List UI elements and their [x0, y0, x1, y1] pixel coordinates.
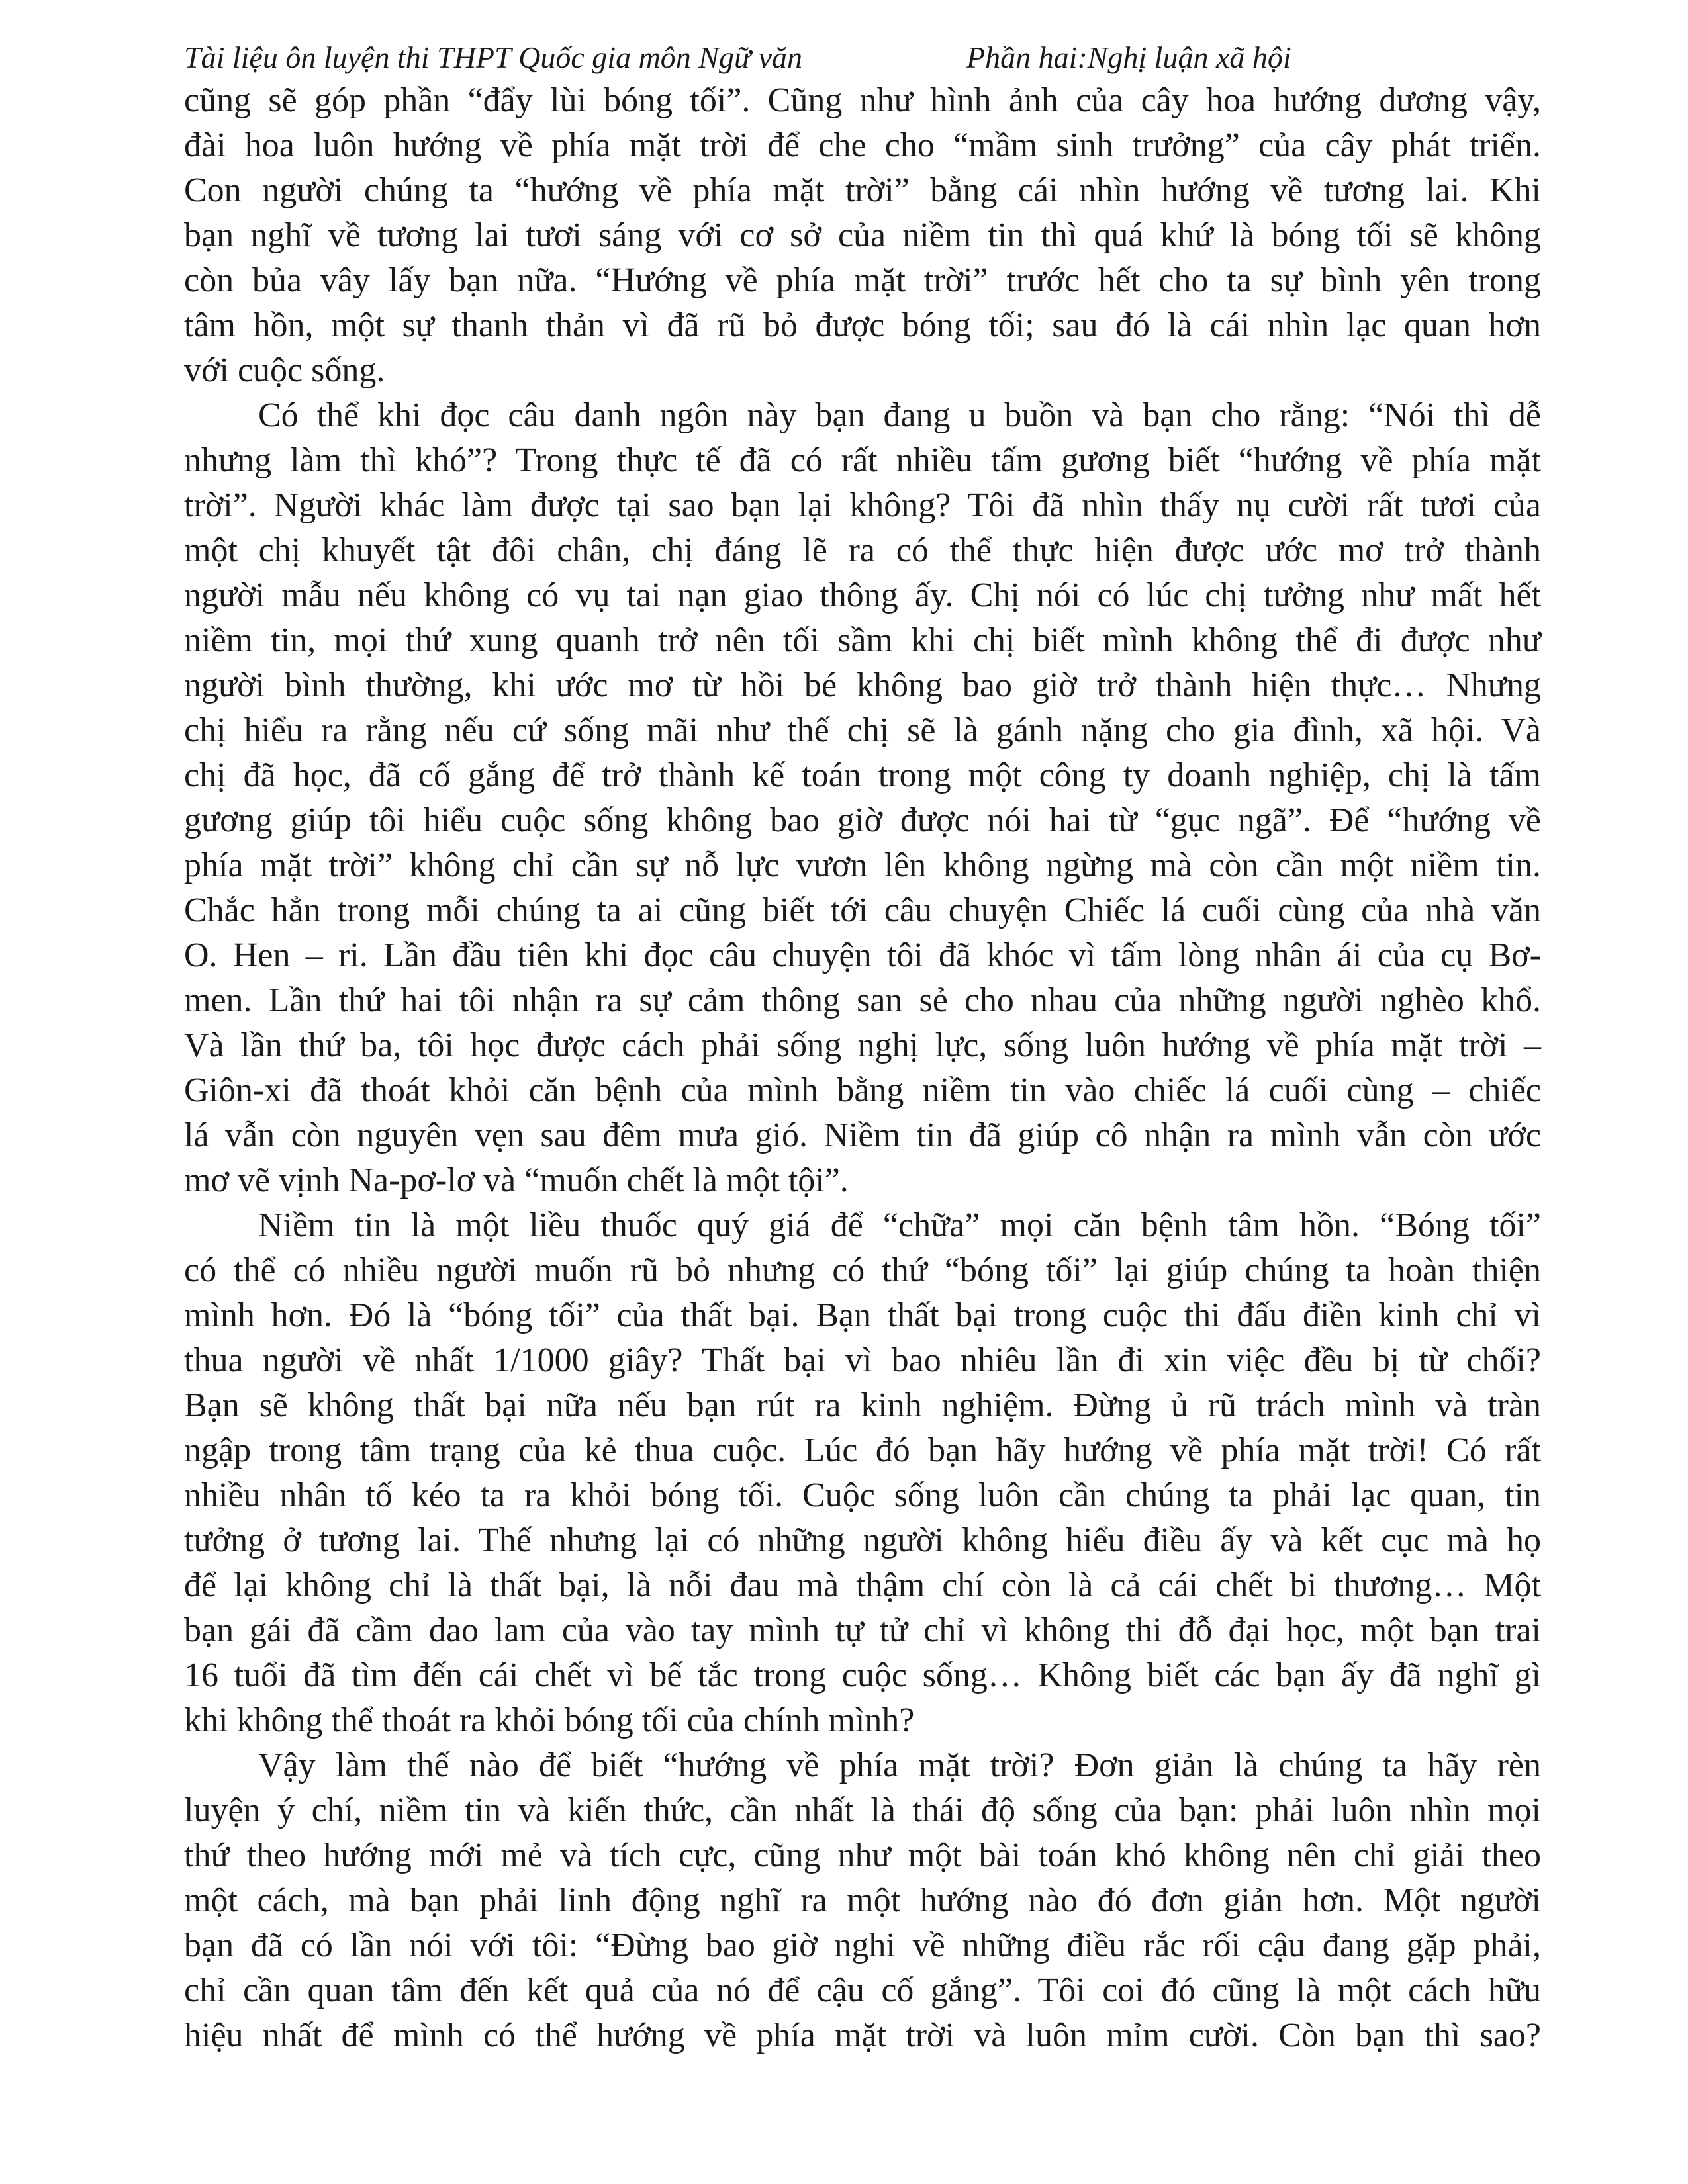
text-line: Chắc hẳn trong mỗi chúng ta ai cũng biết tới câu chuyện Chiếc lá cuối cùng của nhà văn	[184, 891, 1541, 929]
text-line: người mẫu nếu không có vụ tai nạn giao thông ấy. Chị nói có lúc chị tưởng như mất hết	[184, 576, 1541, 614]
text-line: 16 tuổi đã tìm đến cái chết vì bế tắc trong cuộc sống… Không biết các bạn ấy đã nghĩ gì	[184, 1657, 1541, 1694]
text-line: luyện ý chí, niềm tin và kiến thức, cần nhất là thái độ sống của bạn: phải luôn nhìn mọi	[184, 1792, 1541, 1829]
text-line: mình hơn. Đó là “bóng tối” của thất bại. Bạn thất bại trong cuộc thi đấu điền kinh chỉ vì	[184, 1297, 1541, 1334]
text-line: trời”. Người khác làm được tại sao bạn lại không? Tôi đã nhìn thấy nụ cười rất tươi của	[184, 486, 1541, 524]
text-line: Và lần thứ ba, tôi học được cách phải sống nghị lực, sống luôn hướng về phía mặt trời –	[184, 1026, 1541, 1064]
page-header	[184, 34, 1442, 81]
text-line: Bạn sẽ không thất bại nữa nếu bạn rút ra kinh nghiệm. Đừng ủ rũ trách mình và tràn	[184, 1387, 1541, 1424]
text-line: niềm tin, mọi thứ xung quanh trở nên tối sầm khi chị biết mình không thể đi được như	[184, 621, 1541, 659]
paragraph-first-line: Vậy làm thế nào để biết “hướng về phía mặt trời? Đơn giản là chúng ta hãy rèn	[258, 1747, 1541, 1784]
text-line: hiệu nhất để mình có thể hướng về phía mặt trời và luôn mỉm cười. Còn bạn thì sao?	[184, 2017, 1541, 2054]
text-line: bạn gái đã cầm dao lam của vào tay mình tự tử chỉ vì không thi đỗ đại học, một bạn trai	[184, 1612, 1541, 1649]
text-line: khi không thể thoát ra khỏi bóng tối của chính mình?	[184, 1702, 915, 1739]
text-line: tưởng ở tương lai. Thế nhưng lại có những người không hiểu điều ấy và kết cục mà họ	[184, 1522, 1541, 1559]
text-line: để lại không chỉ là thất bại, là nỗi đau mà thậm chí còn là cả cái chết bi thương… Một	[184, 1567, 1541, 1604]
text-line: men. Lần thứ hai tôi nhận ra sự cảm thông san sẻ cho nhau của những người nghèo khổ.	[184, 981, 1541, 1019]
text-line: tâm hồn, một sự thanh thản vì đã rũ bỏ được bóng tối; sau đó là cái nhìn lạc quan hơn	[184, 306, 1541, 344]
text-line: gương giúp tôi hiểu cuộc sống không bao giờ được nói hai từ “gục ngã”. Để “hướng về	[184, 801, 1541, 839]
text-line: chỉ cần quan tâm đến kết quả của nó để cậu cố gắng”. Tôi coi đó cũng là một cách hữu	[184, 1972, 1541, 2009]
text-line: một chị khuyết tật đôi chân, chị đáng lẽ ra có thể thực hiện được ước mơ trở thành	[184, 531, 1541, 569]
text-line: nhưng làm thì khó”? Trong thực tế đã có rất nhiều tấm gương biết “hướng về phía mặt	[184, 441, 1541, 479]
text-line: một cách, mà bạn phải linh động nghĩ ra một hướng nào đó đơn giản hơn. Một người	[184, 1882, 1541, 1919]
text-line: Giôn-xi đã thoát khỏi căn bệnh của mình bằng niềm tin vào chiếc lá cuối cùng – chiếc	[184, 1071, 1541, 1109]
text-line: lá vẫn còn nguyên vẹn sau đêm mưa gió. Niềm tin đã giúp cô nhận ra mình vẫn còn ước	[184, 1116, 1541, 1154]
paragraph-first-line: Có thể khi đọc câu danh ngôn này bạn đang u buồn và bạn cho rằng: “Nói thì dễ	[258, 396, 1541, 434]
text-line: ngập trong tâm trạng của kẻ thua cuộc. Lúc đó bạn hãy hướng về phía mặt trời! Có rất	[184, 1432, 1541, 1469]
body-text	[184, 78, 1541, 2058]
text-line: bạn đã có lần nói với tôi: “Đừng bao giờ nghi về những điều rắc rối cậu đang gặp phải,	[184, 1927, 1541, 1964]
text-line: có thể có nhiều người muốn rũ bỏ nhưng có thứ “bóng tối” lại giúp chúng ta hoàn thiện	[184, 1251, 1541, 1289]
text-line: phía mặt trời” không chỉ cần sự nỗ lực vươn lên không ngừng mà còn cần một niềm tin.	[184, 846, 1541, 884]
text-line: chị đã học, đã cố gắng để trở thành kế toán trong một công ty doanh nghiệp, chị là tấm	[184, 756, 1541, 794]
text-line: thứ theo hướng mới mẻ và tích cực, cũng như một bài toán khó không nên chỉ giải theo	[184, 1837, 1541, 1874]
text-line: Con người chúng ta “hướng về phía mặt trời” bằng cái nhìn hướng về tương lai. Khi	[184, 171, 1541, 209]
text-line: còn bủa vây lấy bạn nữa. “Hướng về phía mặt trời” trước hết cho ta sự bình yên trong	[184, 261, 1541, 299]
header-document-title: Tài liệu ôn luyện thi THPT Quốc gia môn Ngữ văn	[184, 40, 802, 74]
text-line: người bình thường, khi ước mơ từ hồi bé không bao giờ trở thành hiện thực… Nhưng	[184, 666, 1541, 704]
text-line: đài hoa luôn hướng về phía mặt trời để che cho “mầm sinh trưởng” của cây phát triển.	[184, 126, 1541, 164]
text-line: chị hiểu ra rằng nếu cứ sống mãi như thế chị sẽ là gánh nặng cho gia đình, xã hội. Và	[184, 711, 1541, 749]
header-section-title: Phần hai:Nghị luận xã hội	[966, 40, 1291, 74]
text-line: cũng sẽ góp phần “đẩy lùi bóng tối”. Cũng như hình ảnh của cây hoa hướng dương vậy,	[184, 81, 1541, 119]
text-line: O. Hen – ri. Lần đầu tiên khi đọc câu chuyện tôi đã khóc vì tấm lòng nhân ái của cụ Bơ-	[184, 936, 1541, 974]
text-line: thua người về nhất 1/1000 giây? Thất bại vì bao nhiêu lần đi xin việc đều bị từ chối?	[184, 1342, 1541, 1379]
paragraph-first-line: Niềm tin là một liều thuốc quý giá để “chữa” mọi căn bệnh tâm hồn. “Bóng tối”	[258, 1206, 1541, 1244]
text-line: mơ vẽ vịnh Na-pơ-lơ và “muốn chết là một tội”.	[184, 1161, 849, 1199]
text-line: bạn nghĩ về tương lai tươi sáng với cơ sở của niềm tin thì quá khứ là bóng tối sẽ không	[184, 216, 1541, 254]
text-line: nhiều nhân tố kéo ta ra khỏi bóng tối. Cuộc sống luôn cần chúng ta phải lạc quan, tin	[184, 1477, 1541, 1514]
text-line: với cuộc sống.	[184, 351, 385, 389]
